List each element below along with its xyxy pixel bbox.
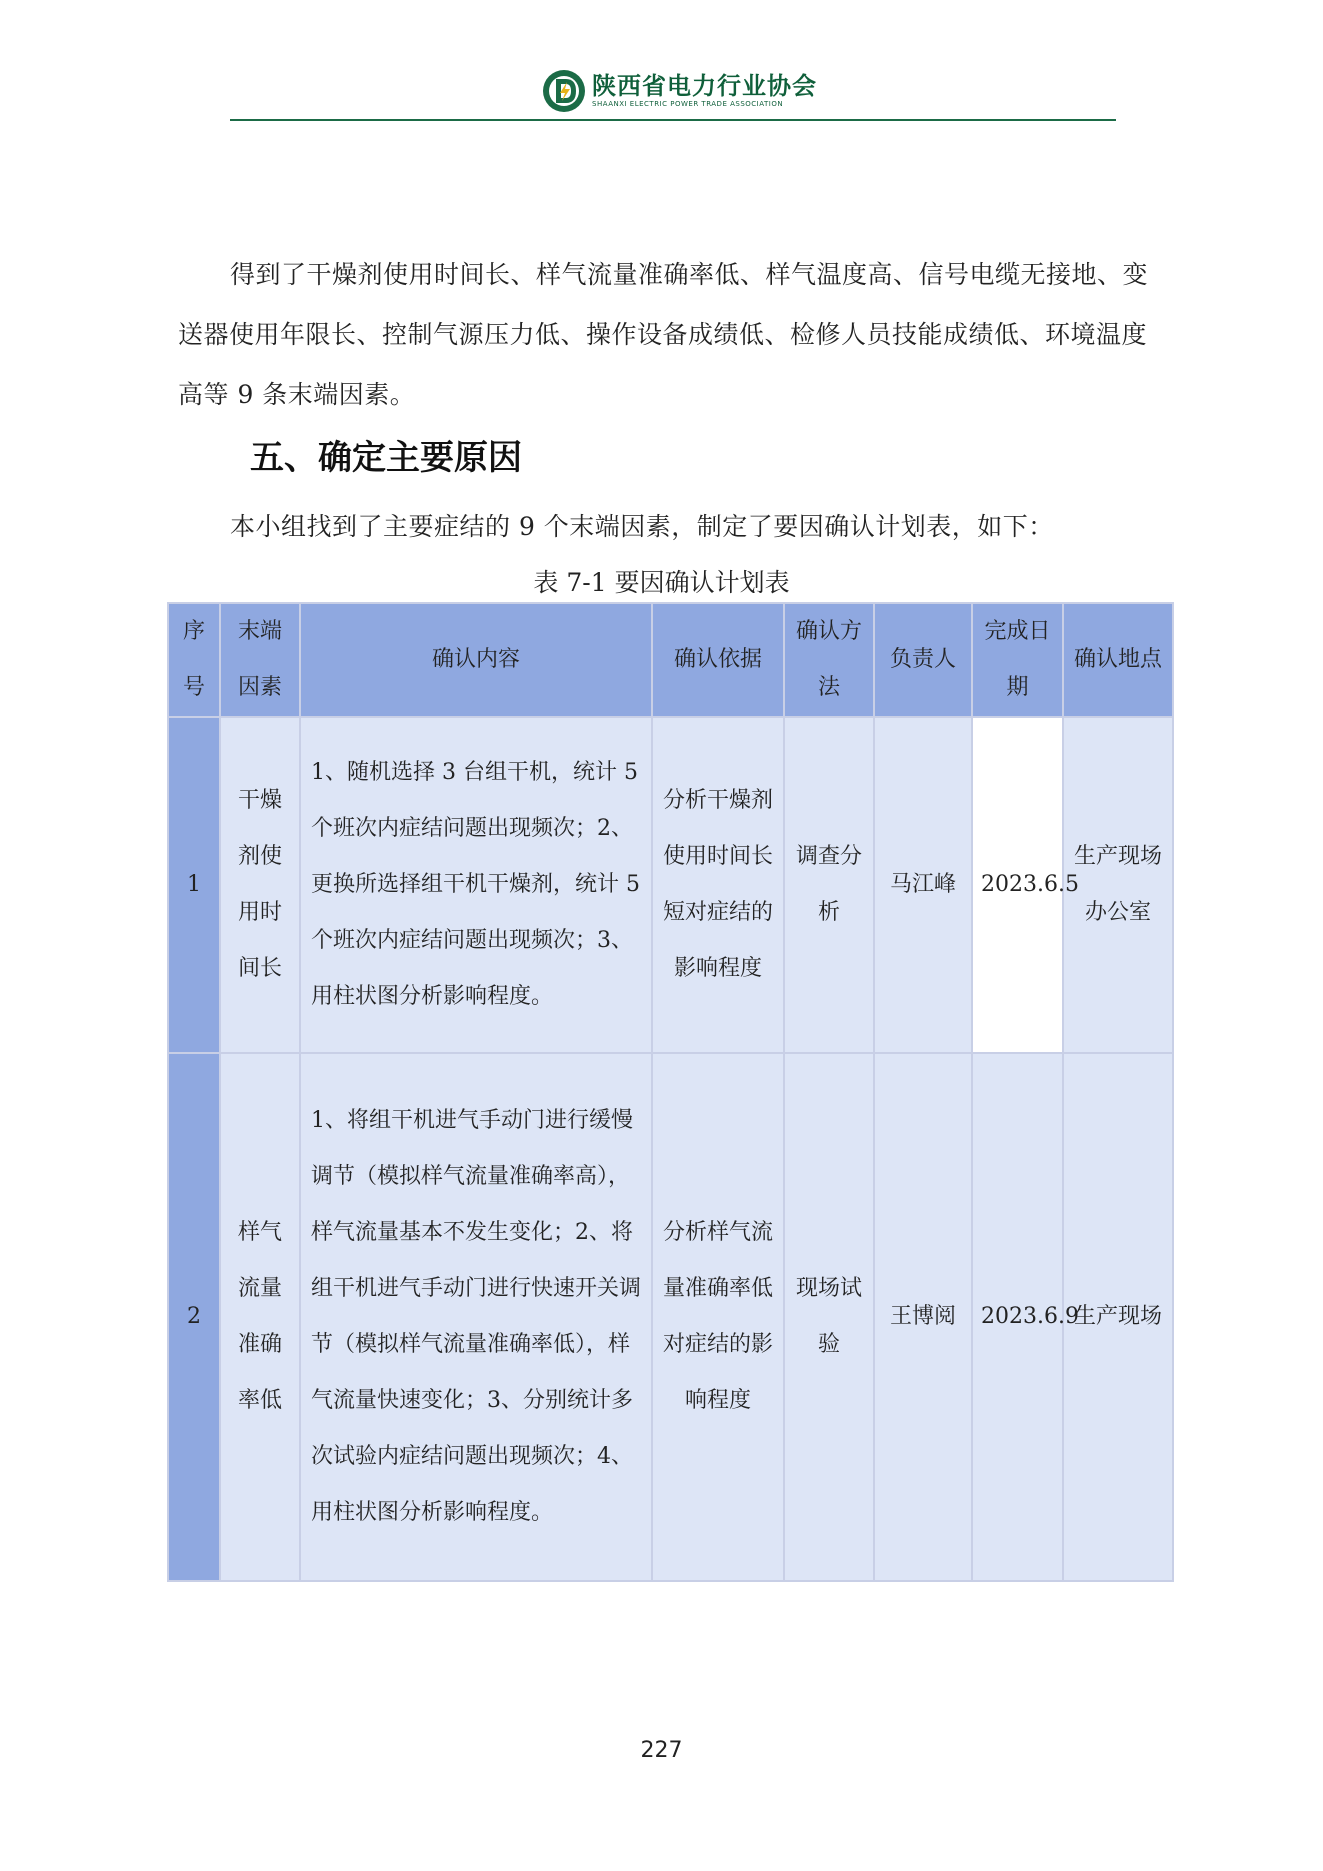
header-content: 确认内容 <box>300 603 652 717</box>
header-factor: 末端因素 <box>220 603 300 717</box>
row-seq: 2 <box>168 1053 220 1581</box>
header-date: 完成日期 <box>972 603 1063 717</box>
header-basis: 确认依据 <box>652 603 784 717</box>
row-seq: 1 <box>168 717 220 1053</box>
row-date: 2023.6.5 <box>972 717 1063 1053</box>
row-date: 2023.6.9 <box>972 1053 1063 1581</box>
body-paragraph-1: 得到了干燥剂使用时间长、样气流量准确率低、样气温度高、信号电缆无接地、变送器使用年限长、控制气源压力低、操作设备成绩低、检修人员技能成绩低、环境温度高等 9 条末端因素。 <box>178 260 1149 409</box>
section-heading: 五、确定主要原因 <box>250 438 522 478</box>
row-owner: 马江峰 <box>874 717 972 1053</box>
factor-confirmation-table <box>167 602 1174 1582</box>
table-caption: 表 7-1 要因确认计划表 <box>533 568 790 597</box>
row-method: 调查分析 <box>784 717 874 1053</box>
header-seq: 序号 <box>168 603 220 717</box>
table-row <box>168 717 1173 1053</box>
org-name-en: SHAANXI ELECTRIC POWER TRADE ASSOCIATION <box>592 100 784 108</box>
row-owner: 王博阅 <box>874 1053 972 1581</box>
row-content: 1、将组干机进气手动门进行缓慢调节（模拟样气流量准确率高），样气流量基本不发生变化；2、将组干机进气手动门进行快速开关调节（模拟样气流量准确率低），样气流量快速变化；3、分别统计多次试验内症结问题出现频次；4、用柱状图分析影响程度。 <box>300 1053 652 1581</box>
header-place: 确认地点 <box>1063 603 1173 717</box>
row-factor: 干燥剂使用时间长 <box>220 717 300 1053</box>
association-logo <box>542 68 817 114</box>
header-method: 确认方法 <box>784 603 874 717</box>
row-method: 现场试验 <box>784 1053 874 1581</box>
row-place: 生产现场办公室 <box>1063 717 1173 1053</box>
header-owner: 负责人 <box>874 603 972 717</box>
body-paragraph-2: 本小组找到了主要症结的 9 个末端因素，制定了要因确认计划表，如下： <box>230 512 1054 541</box>
row-place: 生产现场 <box>1063 1053 1173 1581</box>
row-basis: 分析干燥剂使用时间长短对症结的影响程度 <box>652 717 784 1053</box>
header-divider <box>230 119 1116 121</box>
org-name-cn: 陕西省电力行业协会 <box>592 72 817 100</box>
association-logo-icon <box>542 69 586 113</box>
table-header-row <box>168 603 1173 717</box>
row-basis: 分析样气流量准确率低对症结的影响程度 <box>652 1053 784 1581</box>
table-row <box>168 1053 1173 1581</box>
page-number: 227 <box>640 1738 683 1763</box>
page-header <box>230 60 1116 122</box>
row-factor: 样气流量准确率低 <box>220 1053 300 1581</box>
row-content: 1、随机选择 3 台组干机，统计 5 个班次内症结问题出现频次；2、更换所选择组干机干燥剂，统计 5 个班次内症结问题出现频次；3、用柱状图分析影响程度。 <box>300 717 652 1053</box>
